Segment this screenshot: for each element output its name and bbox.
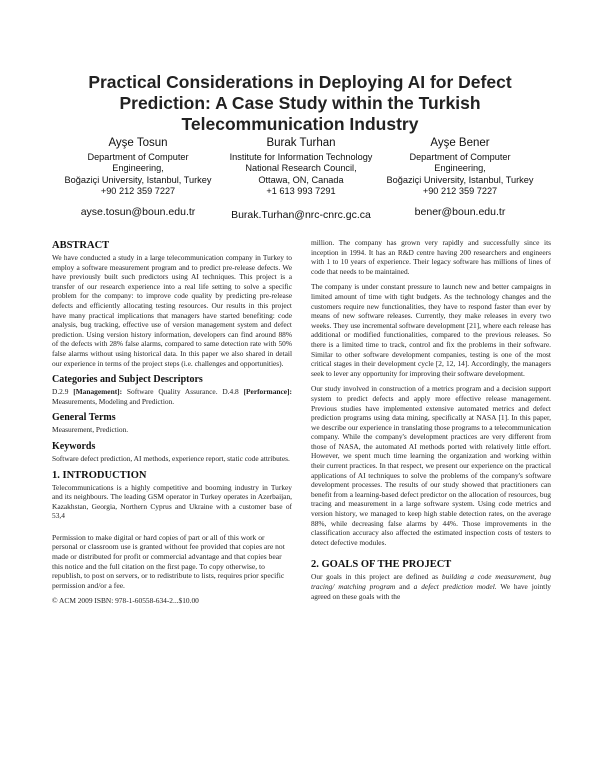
affiliation-line: +90 212 359 7227	[100, 185, 176, 196]
categories-heading: Categories and Subject Descriptors	[52, 374, 203, 386]
keywords-text: Software defect prediction, AI methods, experience report, static code attributes.	[52, 453, 290, 463]
author-block	[48, 136, 228, 219]
goals-text-segment: Our goals in this project are defined as	[311, 572, 439, 582]
general-terms-heading: General Terms	[52, 412, 116, 424]
author-name: Ayşe Tosun	[108, 137, 168, 149]
goals-text-segment: We have jointly agreed on these goals with the	[311, 582, 551, 601]
affiliation-line: +90 212 359 7227	[422, 185, 498, 196]
paper-title: Practical Considerations in Deploying AI for Defect Prediction: A Case Study within the Turkish Telecommunication Industry	[88, 72, 512, 134]
copyright-line: © ACM 2009 ISBN: 978-1-60558-634-2...$10.00	[52, 596, 199, 606]
author-name: Burak Turhan	[266, 137, 336, 149]
affiliation-line: Department of Computer	[87, 152, 189, 162]
category-code: D.2.9	[52, 387, 69, 397]
category-desc: Measurements, Modeling and Prediction.	[52, 396, 175, 406]
category-desc: Software Quality Assurance. D.4.8	[126, 387, 239, 397]
author-email[interactable]: bener@boun.edu.tr	[414, 206, 506, 219]
body-paragraph: million. The company has grown very rapidly and successfully since its inception in 1994. It has an R&D centre having 200 researchers and engineers with 1 to 10 years of experience. Their legacy software has millions of lines of code that needs to be maintained.	[311, 238, 551, 276]
category-label: [Management]:	[73, 387, 123, 397]
affiliation-line: National Research Council,	[245, 163, 357, 174]
author-affiliation	[210, 152, 392, 197]
abstract-heading: ABSTRACT	[52, 240, 110, 251]
introduction-text: Telecommunications is a highly competitive and booming industry in Turkey and its neighbours. The leading GSM operator in Turkey operates in Azerbaijan, Kazakhstan, Georgia, Northern Cyprus and Ukraine with a customer base of 53,4	[52, 482, 292, 521]
general-terms-text: Measurement, Prediction.	[52, 425, 129, 435]
affiliation-line: +1 613 993 7291	[266, 185, 336, 196]
author-email[interactable]: ayse.tosun@boun.edu.tr	[80, 206, 196, 219]
author-block	[370, 136, 550, 219]
introduction-heading: 1. INTRODUCTION	[52, 469, 147, 481]
goals-text-italic: a defect prediction model.	[413, 582, 497, 591]
right-column	[311, 238, 551, 607]
affiliation-line: Department of Computer	[409, 152, 511, 162]
body-paragraph: The company is under constant pressure to launch new and better campaigns in limited amount of time with tight budgets. As the technology changes and the customers require new functionalities, they have to respond faster than ever by means of new software releases. Currently, they make releases in every two weeks. They use incremental software development [21], where each release has additional or modified functionalities, compared to the previous releases. So there is a limited time to track, control and fix the problems in their software. Similar to other software development companies, testing is one of the most critical stages in their development cycle [2, 12, 14]. Accordingly, the managers seek to lever any opportunity for improving their software development.	[311, 282, 551, 378]
body-paragraph: Our study involved in construction of a metrics program and a decision support system to predict defects and apply more effective release management. Previous studies have implemented extensive automated metrics and defect prediction programs using data mining, specifically at NASA [1]. In this paper, we describe our experience in translating those programs to a telecommunication company. While the company's development practices are very different from those of NASA, the automated AI methods ported with relatively little effort. However, we spent much time learning the organization and working within their current practices. In that respect, we present our experience on the practical applications of AI techniques to solve the problems of the company's software development processes. The results of our study showed that practitioners can benefit from a learning-based defect predictor on the allocation of resources, bug tracing and measurement in a large software system. Using code metrics and version history, we managed to keep high stable detection rates, on the average 88%, while decreasing false alarms by 44%. Those improvements in the classification accuracy also affected the estimated inspection costs of testers to detect defective modules.	[311, 384, 551, 547]
author-affiliation	[48, 152, 228, 197]
keywords-heading: Keywords	[52, 440, 96, 452]
permission-notice: Permission to make digital or hard copies of part or all of this work or personal or classroom use is granted without fee provided that copies are not made or distributed for profit or commercial advantage and that copies bear this notice and the full citation on the first page. To copy otherwise, to republish, to post on servers, or to redistribute to lists, requires prior specific permission and/or a fee.	[52, 532, 285, 590]
author-email[interactable]: Burak.Turhan@nrc-cnrc.gc.ca	[231, 209, 371, 222]
affiliation-line: Boğaziçi University, Istanbul, Turkey	[64, 174, 212, 185]
affiliation-line: Institute for Information Technology	[229, 152, 373, 162]
affiliation-line: Engineering,	[434, 163, 486, 174]
categories-text	[52, 387, 292, 406]
author-name: Ayşe Bener	[430, 137, 490, 149]
goals-text-italic: building a code measurement, bug tracing/ matching program	[311, 572, 551, 591]
affiliation-line: Engineering,	[112, 163, 164, 174]
category-label: [Performance]:	[243, 387, 292, 397]
abstract-text: We have conducted a study in a large telecommunication company in Turkey to employ a software measurement program and to predict pre-release defects. We have previously built such predictors using AI techniques. This project is a transfer of our research experience into a real life setting to solve a specific problem for the company: to improve code quality by predicting pre-release defects and efficiently allocating testing resources. Our results in this project have many practical implications that managers have started benefiting: code analysis, bug tracking, effective use of version management system and defect prediction. Using version history information, developers can find around 88% of the defects with 28% false alarms, compared to same detection rate with 50% false alarms without using historical data. In this paper we also shared in detail our experience in terms of the project steps (i.e. challenges and opportunities).	[52, 253, 292, 368]
author-block	[210, 136, 392, 222]
author-affiliation	[370, 152, 550, 197]
left-column	[52, 240, 292, 612]
goals-text	[311, 572, 551, 601]
affiliation-line: Ottawa, ON, Canada	[258, 174, 344, 185]
goals-heading: 2. GOALS OF THE PROJECT	[311, 559, 452, 571]
affiliation-line: Boğaziçi University, Istanbul, Turkey	[386, 174, 534, 185]
goals-text-segment: and	[399, 582, 410, 591]
